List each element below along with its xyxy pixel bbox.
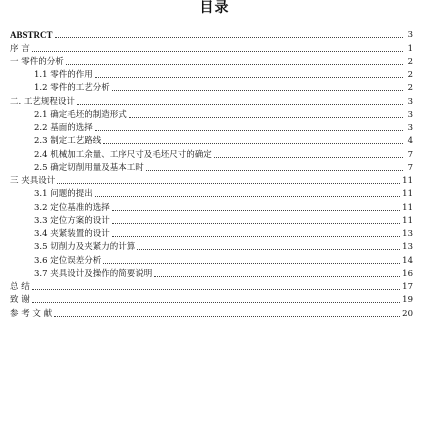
toc-entry-page-number: 11 (402, 176, 413, 186)
toc-dot-leader (32, 302, 400, 303)
toc-entry-page-number: 2 (407, 70, 413, 80)
toc-entry-page-number: 2 (407, 83, 413, 94)
toc-entry[interactable] (10, 266, 413, 279)
toc-entry-label: 3.2 定位基准的选择 (34, 202, 110, 213)
toc-entry-label: 2.5 确定切削用量及基本工时 (34, 162, 144, 173)
toc-entry[interactable] (10, 27, 413, 40)
toc-entry-label: 1.2 零件的工艺分析 (34, 83, 110, 94)
toc-entry-page-number: 7 (407, 162, 413, 173)
toc-entry[interactable] (10, 199, 413, 212)
toc-entry-label: 1.1 零件的作用 (34, 70, 93, 80)
toc-entry[interactable] (10, 80, 413, 93)
toc-entry-label: 3.5 切削力及夹紧力的计算 (34, 242, 136, 253)
toc-entry[interactable] (10, 93, 413, 106)
toc-entry-page-number: 11 (402, 189, 413, 200)
toc-entry-label: 3.4 夹紧装置的设计 (34, 229, 110, 239)
toc-dot-leader (112, 236, 400, 237)
toc-entry-label: 致 谢 (10, 295, 30, 306)
toc-entry[interactable] (10, 173, 413, 186)
toc-entry-label: 3.3 定位方案的设计 (34, 215, 110, 226)
toc-title: 目录 (199, 0, 230, 16)
toc-entry[interactable] (10, 146, 413, 159)
table-of-contents (10, 27, 413, 319)
toc-entry-label: 2.3 制定工艺路线 (34, 136, 102, 147)
toc-entry-label: 一 零件的分析 (10, 56, 64, 67)
toc-entry-page-number: 2 (407, 56, 413, 67)
toc-entry-page-number: 13 (402, 229, 413, 239)
toc-entry-page-number: 3 (407, 96, 413, 107)
toc-entry-label: 序 言 (10, 43, 30, 54)
toc-entry-label: 参 考 文 献 (10, 308, 53, 319)
toc-entry-page-number: 3 (407, 30, 413, 41)
toc-entry-label: 3.7 夹具设计及操作的简要说明 (34, 268, 153, 279)
toc-entry-page-number: 20 (402, 308, 413, 319)
toc-entry-label: 总 结 (10, 282, 30, 292)
toc-entry[interactable] (10, 186, 413, 199)
toc-dot-leader (57, 183, 400, 184)
toc-entry[interactable] (10, 292, 413, 305)
toc-dot-leader (55, 37, 403, 38)
toc-entry-label: 二. 工艺规程设计 (10, 96, 75, 107)
toc-dot-leader (137, 249, 400, 250)
toc-dot-leader (77, 104, 403, 105)
toc-entry-page-number: 7 (407, 149, 413, 160)
toc-dot-leader (129, 117, 403, 118)
toc-entry-page-number: 3 (407, 109, 413, 120)
toc-dot-leader (146, 170, 403, 171)
toc-entry[interactable] (10, 120, 413, 133)
toc-dot-leader (66, 64, 403, 65)
toc-entry-label: ABSTRCT (10, 30, 53, 41)
toc-dot-leader (95, 196, 400, 197)
toc-entry-page-number: 11 (402, 202, 413, 213)
toc-dot-leader (54, 316, 400, 317)
toc-entry-page-number: 19 (402, 295, 413, 306)
toc-dot-leader (95, 77, 403, 78)
toc-entry-page-number: 16 (402, 268, 413, 279)
toc-entry-page-number: 1 (407, 43, 413, 54)
toc-entry-label: 3.1 问题的提出 (34, 189, 93, 200)
toc-dot-leader (112, 210, 400, 211)
toc-dot-leader (32, 51, 403, 52)
toc-entry-label: 2.1 确定毛坯的制造形式 (34, 109, 127, 120)
toc-dot-leader (154, 276, 400, 277)
toc-entry[interactable] (10, 107, 413, 120)
toc-entry[interactable] (10, 305, 413, 318)
toc-dot-leader (103, 143, 403, 144)
toc-entry[interactable] (10, 226, 413, 239)
toc-dot-leader (112, 223, 400, 224)
toc-entry[interactable] (10, 239, 413, 252)
toc-dot-leader (32, 289, 400, 290)
toc-entry-label: 3.6 定位误差分析 (34, 255, 102, 266)
toc-entry-page-number: 3 (407, 123, 413, 133)
toc-entry-page-number: 13 (402, 242, 413, 253)
toc-entry[interactable] (10, 252, 413, 265)
toc-dot-leader (103, 263, 400, 264)
toc-entry-label: 2.2 基面的选择 (34, 123, 93, 133)
toc-entry[interactable] (10, 54, 413, 67)
toc-entry-page-number: 11 (402, 215, 413, 226)
toc-dot-leader (95, 130, 403, 131)
toc-entry-label: 三 夹具设计 (10, 176, 56, 186)
toc-entry-label: 2.4 机械加工余量、工序尺寸及毛坯尺寸的确定 (34, 149, 212, 160)
toc-entry[interactable] (10, 67, 413, 80)
toc-entry-page-number: 4 (407, 136, 413, 147)
toc-dot-leader (112, 90, 403, 91)
toc-entry[interactable] (10, 160, 413, 173)
toc-entry-page-number: 17 (402, 282, 413, 292)
toc-entry[interactable] (10, 213, 413, 226)
toc-entry[interactable] (10, 279, 413, 292)
toc-dot-leader (214, 157, 403, 158)
toc-entry[interactable] (10, 40, 413, 53)
toc-entry[interactable] (10, 133, 413, 146)
toc-entry-page-number: 14 (402, 255, 413, 266)
